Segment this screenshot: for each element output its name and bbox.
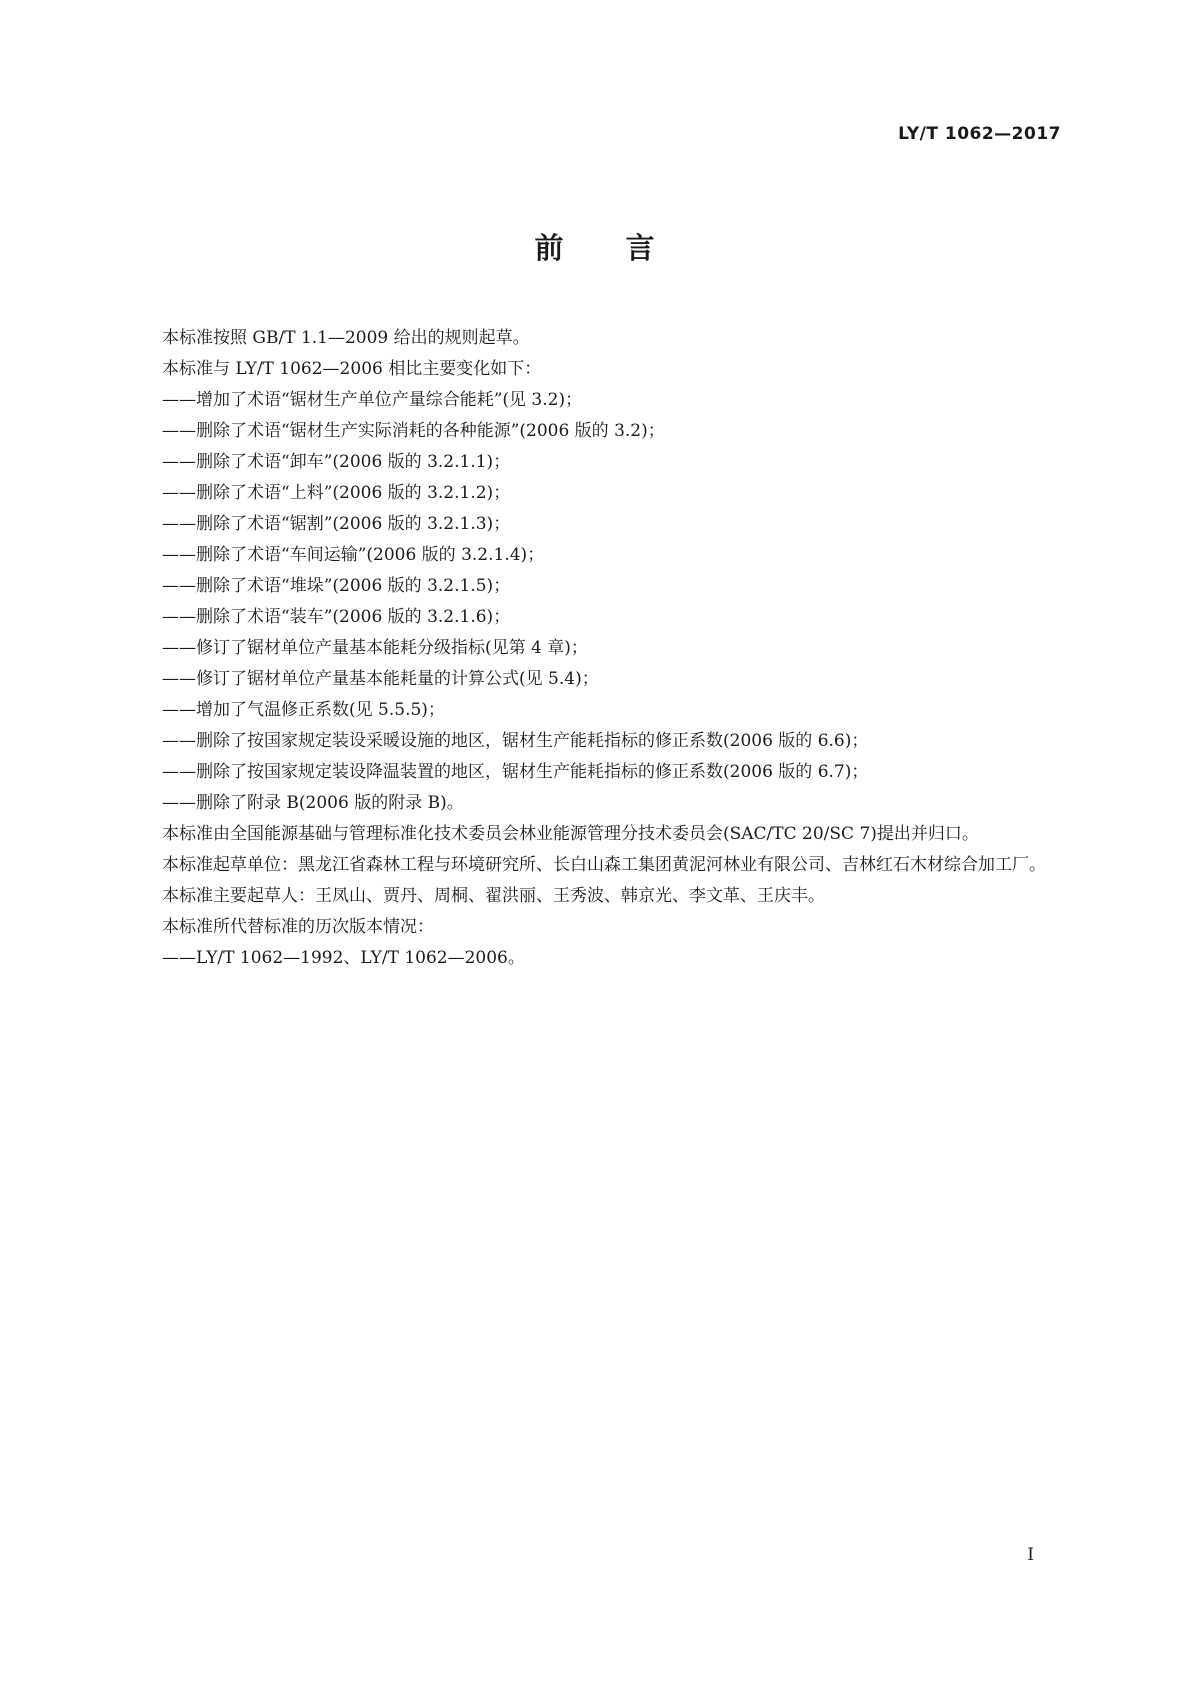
paragraph-proposed-by: 本标准由全国能源基础与管理标准化技术委员会林业能源管理分技术委员会(SAC/TC 20/SC 7)提出并归口。 — [162, 824, 979, 844]
change-item: ——删除了术语“车间运输”(2006 版的 3.2.1.4)； — [162, 545, 545, 565]
change-item: ——删除了术语“装车”(2006 版的 3.2.1.6)； — [162, 607, 511, 627]
change-item: ——删除了附录 B(2006 版的附录 B)。 — [162, 793, 464, 813]
change-item: ——删除了术语“卸车”(2006 版的 3.2.1.1)； — [162, 452, 511, 472]
paragraph-drafting-rules: 本标准按照 GB/T 1.1—2009 给出的规则起草。 — [162, 328, 530, 348]
replaced-versions-item: ——LY/T 1062—1992、LY/T 1062—2006。 — [162, 948, 525, 968]
title-char-1: 前 — [534, 231, 566, 265]
paragraph-main-drafters: 本标准主要起草人：王凤山、贾丹、周桐、翟洪丽、王秀波、韩京光、李文革、王庆丰。 — [162, 886, 825, 906]
paragraph-replaced-versions-intro: 本标准所代替标准的历次版本情况： — [162, 917, 434, 937]
paragraph-changes-intro: 本标准与 LY/T 1062—2006 相比主要变化如下： — [162, 359, 542, 379]
foreword-body — [129, 327, 1062, 978]
change-item: ——删除了术语“锯材生产实际消耗的各种能源”(2006 版的 3.2)； — [162, 421, 665, 441]
change-item: ——删除了按国家规定装设降温装置的地区，锯材生产能耗指标的修正系数(2006 版的 6.7)； — [162, 762, 869, 782]
change-item: ——修订了锯材单位产量基本能耗分级指标(见第 4 章)； — [162, 638, 588, 658]
paragraph-drafting-units: 本标准起草单位：黑龙江省森林工程与环境研究所、长白山森工集团黄泥河林业有限公司、吉林红石木材综合加工厂。 — [162, 855, 1046, 875]
change-item: ——删除了术语“锯割”(2006 版的 3.2.1.3)； — [162, 514, 511, 534]
page-title — [0, 226, 1191, 267]
change-item: ——删除了术语“堆垛”(2006 版的 3.2.1.5)； — [162, 576, 511, 596]
change-item: ——删除了按国家规定装设采暖设施的地区，锯材生产能耗指标的修正系数(2006 版的 6.6)； — [162, 731, 869, 751]
change-item: ——增加了气温修正系数(见 5.5.5)； — [162, 700, 445, 720]
standard-code: LY/T 1062—2017 — [898, 124, 1061, 144]
page-number: I — [1027, 1545, 1034, 1565]
change-item: ——修订了锯材单位产量基本能耗量的计算公式(见 5.4)； — [162, 669, 599, 689]
change-item: ——增加了术语“锯材生产单位产量综合能耗”(见 3.2)； — [162, 390, 583, 410]
title-char-2: 言 — [625, 231, 657, 265]
change-item: ——删除了术语“上料”(2006 版的 3.2.1.2)； — [162, 483, 511, 503]
